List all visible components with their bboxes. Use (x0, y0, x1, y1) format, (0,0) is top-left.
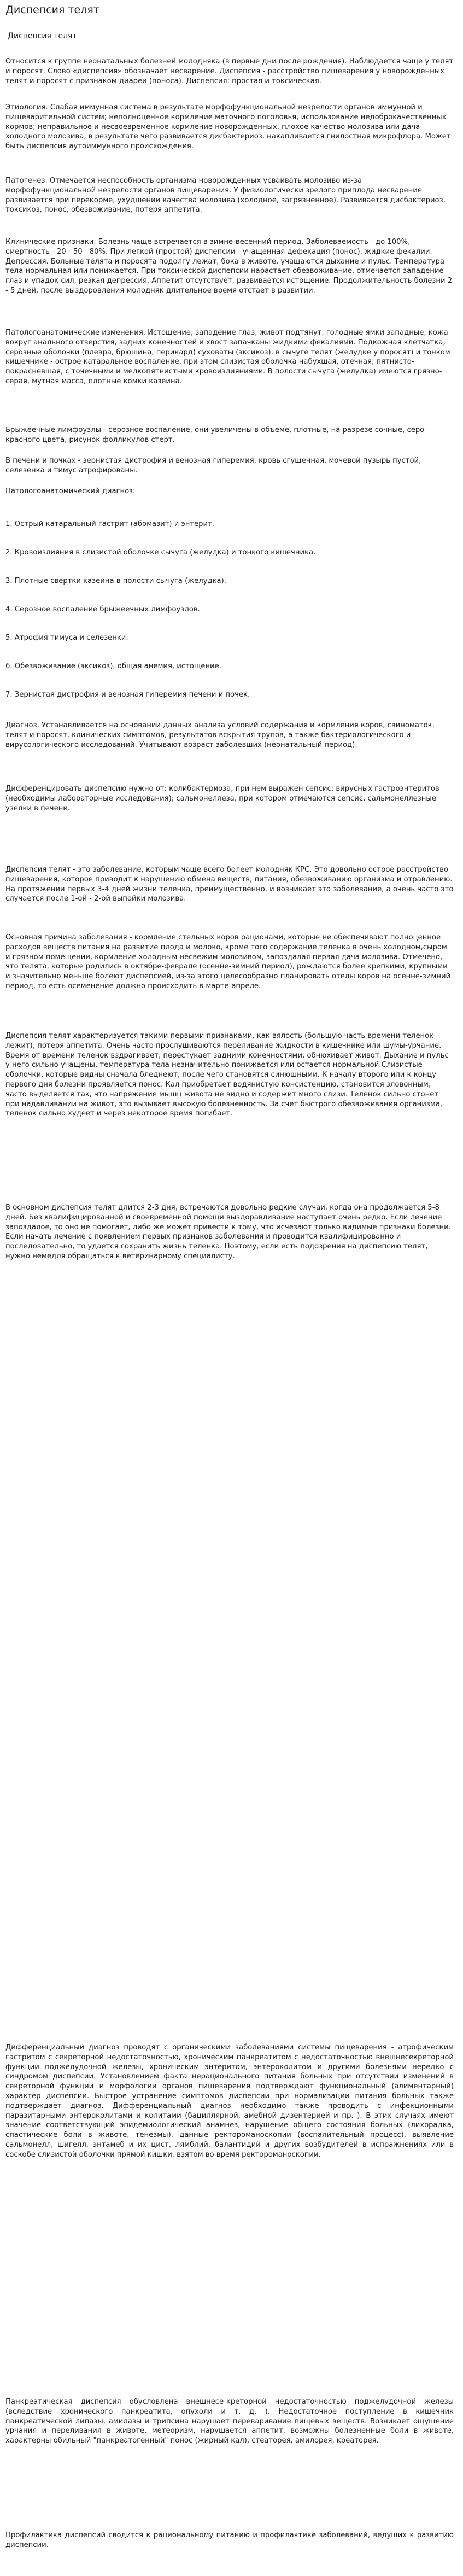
long-paragraph-5 (5, 2043, 454, 2160)
diagnosis-item (5, 605, 454, 615)
pathoanatomy-paragraph (5, 328, 454, 387)
etiology-paragraph (5, 103, 454, 151)
diagnosis-item (5, 576, 454, 586)
long-paragraph-7 (5, 2531, 454, 2550)
diagnosis-item-5: 5. Атрофия тимуса и селезенки. (5, 634, 128, 642)
long-text-6: Панкреатическая диспепсия обусловлена внешнесе-креторной недостаточностью поджелудочной железы (вследствие хронического панкреатита, опухоли и т. д. ). Недостаточное поступление в кишечник панкреатической липазы, амилазы и трипсина нарушает переваривание пищевых веществ. Возникает ощущение урчания и переливания в животе, метеоризм, нарушается аппетит, возможны болезненные боли в животе, характерны обильный "панкреатогенный" понос (жирный кал), стеаторея, амилорея, креаторея. (5, 2398, 454, 2445)
long-paragraph-3 (5, 1031, 454, 1119)
page-title: Диспепсия телят (5, 4, 99, 16)
long-text-2: Основная причина заболевания - кормление стельных коров рационами, которые не обеспечивают полноценное расходов веществ питания на развитие плода и молоко, кроме того содержание теленка в очень холодном,сыром и грязном помещении, кормление холодным несвежим молозивом, запоздалая первая дача молозива. Отмечено, что телята, которые родились в октябре-феврале (осенне-зимний период), рождаются более крепкими, крупными и значительно меньше болеют диспепсией, из-за этого целесообразно планировать отелы коров на осенне-зимний период, то есть осеменение должно происходить в марте-апреле. (5, 933, 451, 990)
article-subtitle: Диспепсия телят (8, 32, 77, 40)
diagnosis-item-4: 4. Серозное воспаление брыжеечных лимфоузлов. (5, 605, 200, 614)
diagnosis-item-7: 7. Зернистая дистрофия и венозная гиперемия печени и почек. (5, 691, 250, 699)
long-text-3: Диспепсия телят характеризуется такими первыми признаками, как вялость (большую часть времени теленок лежит), потеря аппетита. Очень часто прослушиваются переливание жидкости в кишечнике или шумы-урчание. Время от времени теленок вздрагивает, перестукает задними конечностями, обнюхивает живот. Дыхание и пульс у него сильно учащены, температура тела незначительно понижается или остается нормальной.Слизистые оболочки, которые видны сначала бледнеют, после чего становятся синюшными. К началу второго или к концу первого дня болезни проявляется понос. Кал приобретает водянистую консистенцию, становится зловонным, часто выделяется так, что напряжение мышц живота не видно и содержит много слизи. Теленок сильно стонет при надавливании на живот, это вызывает высокую болезненность. За счет быстрого обезвоживания организма, теленок сильно худеет и через некоторое время погибает. (5, 1032, 449, 1118)
diagnosis-item (5, 548, 454, 558)
long-paragraph-1 (5, 865, 454, 904)
long-text-1: Диспепсия телят - это заболевание, которым чаще всего болеет молодняк КРС. Это довольно острое расстройство пищеварения, которое приводит к нарушению обмена веществ, питания, обезвоживанию организма и отравлению. На протяжении первых 3-4 дней жизни теленка, преимущественно, и возникает это заболевание, а очень часто это случается после 1-ой - 2-ой выпойки молозива. (5, 866, 454, 903)
organs-paragraph (5, 456, 454, 476)
intro-paragraph (5, 57, 454, 86)
diagnosis-item (5, 662, 454, 671)
long-text-4: В основном диспепсия телят длится 2-3 дня, встречаются довольно редкие случаи, когда она продолжается 5-8 дней. Без квалифицированной и своевременной помощи выздоравливание наступает очень редко. Если лечение запоздалое, то оно не помогает, либо же может привести к тому, что исчезают только видимые признаки болезни. Если начать лечение с появлением первых признаков заболевания и проводится квалифицированно и последовательно, то удается сохранить жизнь теленка. Поэтому, если есть подозрения на диспепсию телят, нужно немедля обращаться к ветеринарному специалисту. (5, 1204, 451, 1260)
long-paragraph-4 (5, 1203, 454, 1261)
diag-method-paragraph (5, 721, 454, 750)
differential-short-paragraph (5, 784, 454, 813)
long-text-5: Дифференциальный диагноз проводят с органическими заболеваниями системы пищеварения - атрофическим гастритом с секреторной недостаточностью, хроническим панкреатитом с недостаточностью внешнесекреторной функции поджелудочной железы, хроническим энтеритом, энтероколитом и другими болезнями нередко с синдромом диспепсии. Установлением факта нерационального питания больных при отсутствии изменений в секреторной функции и морфологии органов пищеварения подтверждают функциональный (алиментарный) характер диспепсии. Быстрое устранение симптомов диспепсии при нормализации питания больных также подтверждает диагноз. Дифференциальный диагноз необходимо также проводить с инфекционными паразитарными энтероколитами и колитами (бациллярной, амебной дизентерией и пр. ). В этих случаях имеют значение соответствующий эпидемиологический анамнез, нарушение общего состояния больных (лихорадка, спастические боли в животе, тенезмы), данные ректороманоскопии (воспалительный процесс), выявление сальмонелл, шигелл, энтамеб и их цист, лямблий, балантидий и других возбудителей в испражнениях или в соскобе слизистой оболочки прямой кишки, взятом во время ректороманоскопии. (5, 2043, 454, 2159)
diagnosis-heading-text: Патологоанатомический диагноз: (5, 487, 136, 495)
diag-method-text: Диагноз. Устанавливается на основании данных анализа условий содержания и кормления коров, свиноматок, телят и поросят, клинических симптомов, результатов вскрытия трупов, а также бактериологического и вирусологического исследований. Учитывают возраст заболевших (неонатальный период). (5, 721, 435, 749)
diagnosis-item-1: 1. Острый катаральный гастрит (абомазит) и энтерит. (5, 520, 214, 528)
diagnosis-item-2: 2. Кровоизлияния в слизистой оболочке сычуга (желудка) и тонкого кишечника. (5, 548, 316, 557)
long-paragraph-2 (5, 933, 454, 991)
pathogenesis-text: Патогенез. Отмечается неспособность организма новорожденных усваивать молозиво из-за морфофункциональной незрелости органов пищеварения. У физиологически зрелого приплода несварение развивается при перекорме, ухудшении качества молозива (холодное, загрязненное). Развивается дисбактериоз, токсикоз, понос, обезвоживание, потеря аппетита. (5, 177, 446, 214)
diagnosis-item (5, 633, 454, 643)
diagnosis-heading (5, 487, 454, 496)
intro-text: Относится к группе неонатальных болезней молодняка (в первые дни после рождения). Наблюдается чаще у телят и поросят. Слово «диспепсия» обозначает несварение. Диспепсия - расстройство пищеварения у новорожденных телят и поросят с признаком диареи (поноса). Диспепсия: простая и токсическая. (5, 57, 454, 85)
clinical-text: Клинические признаки. Болезнь чаще встречается в зимне-весенний период. Заболеваемость - до 100%, смертность - 20 - 50 - 80%. При легкой (простой) диспепсии - учащенная дефекация (понос), жидкие фекалии. Депрессия. Больные телята и поросята подолгу лежат, бока в животе, учащаются дыхание и пульс. Температура тела нормальная или понижается. При токсической диспепсии нарастает обезвоживание, отмечается западение глаз и упадок сил, резкая депрессия. Аппетит отсутствует, развивается истощение. Продолжительность болезни 2 - 5 дней, после выздоровления молодняк длительное время отстает в развитии. (5, 238, 453, 295)
etiology-text: Этиология. Слабая иммунная система в результате морфофункциональной незрелости органов иммунной и пищеварительной систем; неполноценное кормление маточного поголовья, использование недоброкачественных кормов; неправильное и несвоевременное кормление новорожденных, плохое качество молозива или дача холодного молозива, в результате чего развивается дисбактериоз, накапливается гнилостная микрофлора. Может быть диспепсия аутоиммунного происхождения. (5, 103, 451, 151)
pathoanatomy-text: Патологоанатомические изменения. Истощение, западение глаз, живот подтянут, голодные ямки западные, кожа вокруг анального отверстия, задних конечностей и хвост запачканы жидкими фекалиями. Подкожная клетчатка, серозные оболочки (плевра, брюшина, перикард) суховаты (эксикоз), в сычуге телят (желудке у поросят) и тонком кишечнике - острое катаральное воспаление, при этом слизистая оболочка набухшая, отечная, пятнисто-покрасневшая, с точечными и мелкопятнистыми кровоизлияниями. В полости сычуга (желудка) имеются грязно-серая, мутная масса, плотные комки казеина. (5, 329, 450, 385)
diagnosis-item-6: 6. Обезвоживание (эксикоз), общая анемия, истощение. (5, 662, 221, 670)
lymph-text: Брыжеечные лимфоузлы - серозное воспаление, они увеличены в объеме, плотные, на разрезе сочные, серо-красного цвета, рисунок фолликулов стерт. (5, 426, 427, 444)
long-paragraph-6 (5, 2397, 454, 2446)
differential-short-text: Дифференцировать диспепсию нужно от: колибактериоза, при нем выражен сепсис; вирусных гастроэнтеритов (необходимы лабораторные исследования); сальмонеллеза, при котором отмечаются сепсис, сальмонеллезные узелки в печени. (5, 785, 439, 813)
lymph-paragraph (5, 425, 454, 445)
long-text-7: Профилактика диспепсий сводится к рациональному питанию и профилактике заболеваний, ведущих к развитию диспепсии. (5, 2531, 454, 2549)
diagnosis-item (5, 519, 454, 529)
diagnosis-item (5, 690, 454, 700)
clinical-paragraph (5, 237, 454, 296)
pathogenesis-paragraph (5, 176, 454, 215)
diagnosis-item-3: 3. Плотные свертки казеина в полости сычуга (желудка). (5, 577, 226, 585)
organs-text: В печени и почках - зернистая дистрофия и венозная гиперемия, кровь сгущенная, мочевой пузырь пустой, селезенка и тимус атрофированы. (5, 457, 421, 475)
